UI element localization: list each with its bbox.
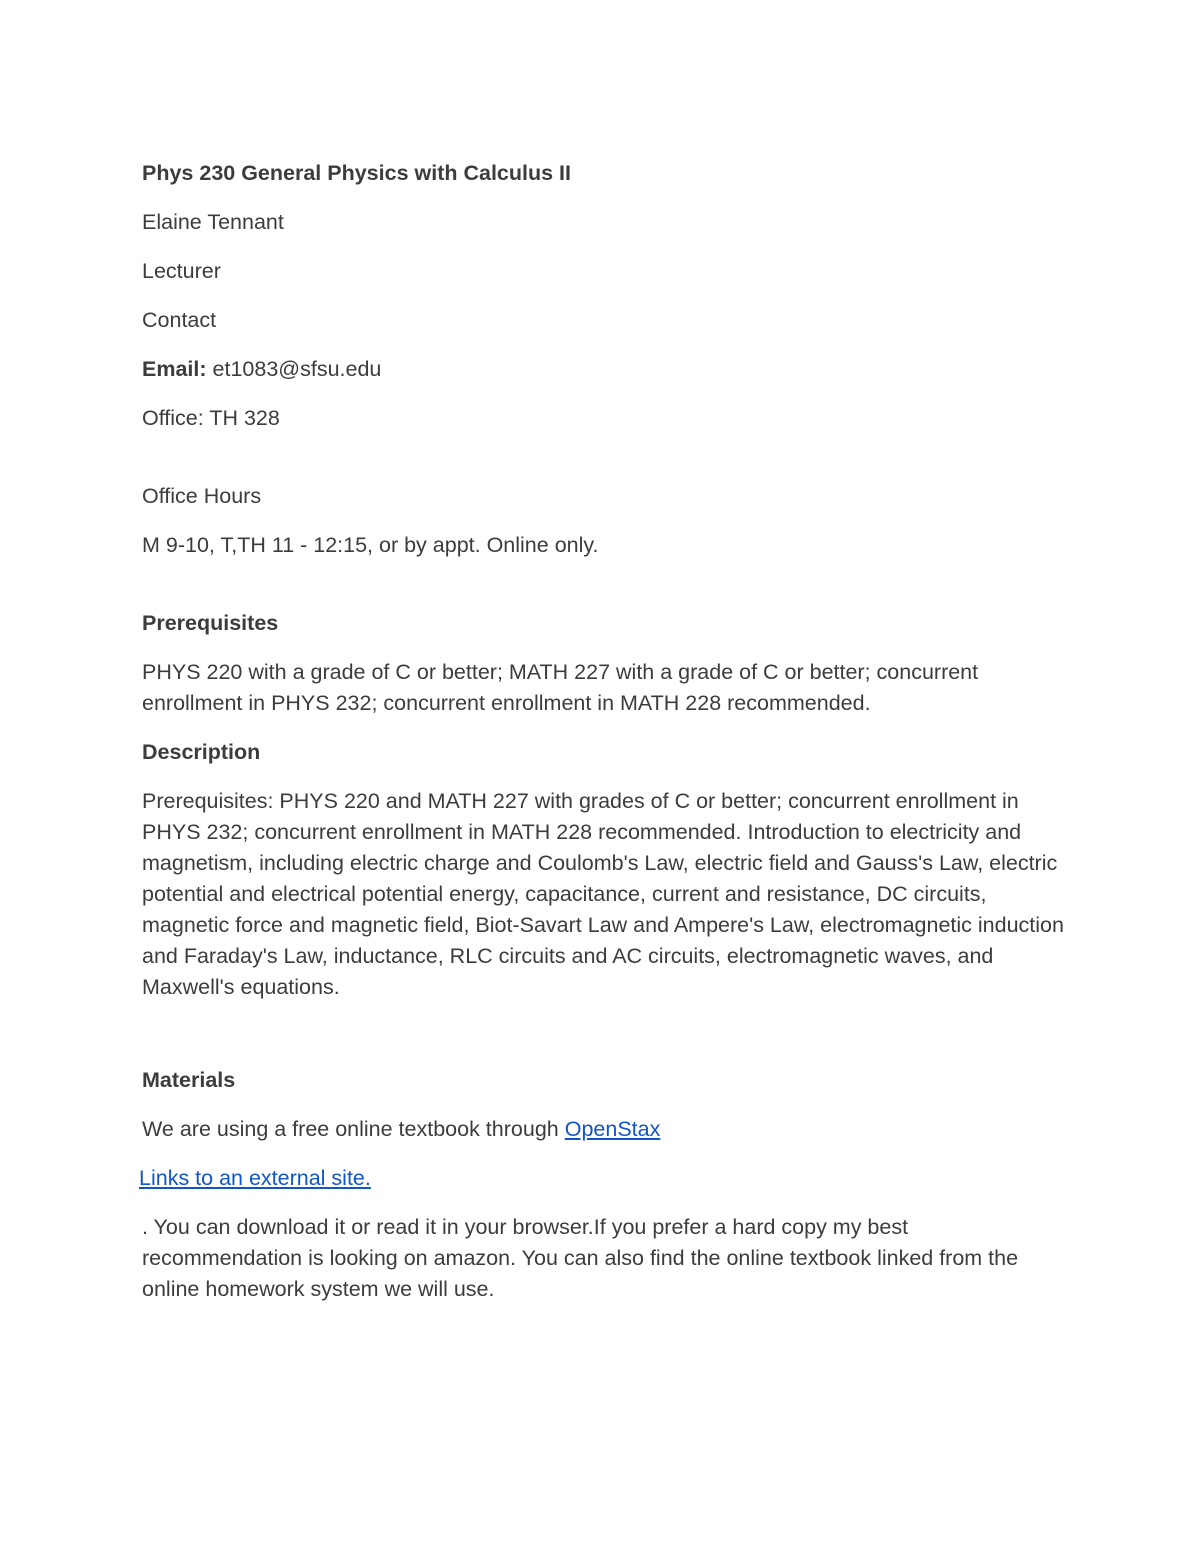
office-location: Office: TH 328 — [142, 406, 280, 430]
contact-heading: Contact — [142, 308, 217, 332]
office-hours-text: M 9-10, T,TH 11 - 12:15, or by appt. Online only. — [142, 533, 599, 557]
prerequisites-heading: Prerequisites — [142, 611, 279, 635]
description-text: Prerequisites: PHYS 220 and MATH 227 with grades of C or better; concurrent enrollment in PHYS 232; concurrent enrollment in MATH 228 recommended. Introduction to electricity and magnetism, including electric charge and Coulomb's Law, electric field and Gauss's Law, electric potential and electrical potential energy, capacitance, current and resistance, DC circuits, magnetic force and magnetic field, Biot-Savart Law and Ampere's Law, electromagnetic induction and Faraday's Law, inductance, RLC circuits and AC circuits, electromagnetic waves, and Maxwell's equations. — [142, 789, 1064, 999]
instructor-role: Lecturer — [142, 259, 221, 283]
prerequisites-text: PHYS 220 with a grade of C or better; MATH 227 with a grade of C or better; concurrent enrollment in PHYS 232; concurrent enrollment in MATH 228 recommended. — [142, 660, 979, 715]
materials-body: . You can download it or read it in your browser.If you prefer a hard copy my best recommendation is looking on amazon. You can also find the online textbook linked from the online homework system we will use. — [142, 1215, 1019, 1301]
email-line — [142, 354, 1072, 385]
external-site-link[interactable]: Links to an external site. — [139, 1166, 371, 1190]
course-title: Phys 230 General Physics with Calculus II — [142, 161, 571, 185]
syllabus-document — [139, 158, 1072, 1323]
email-value: et1083@sfsu.edu — [212, 357, 382, 381]
email-label: Email: — [142, 357, 207, 381]
instructor-name: Elaine Tennant — [142, 210, 284, 234]
materials-heading: Materials — [142, 1068, 236, 1092]
description-heading: Description — [142, 740, 261, 764]
materials-intro: We are using a free online textbook through — [142, 1117, 565, 1141]
external-link-line — [139, 1163, 1072, 1194]
openstax-link[interactable]: OpenStax — [564, 1117, 661, 1141]
materials-intro-line — [142, 1114, 1072, 1145]
office-hours-heading: Office Hours — [142, 484, 262, 508]
